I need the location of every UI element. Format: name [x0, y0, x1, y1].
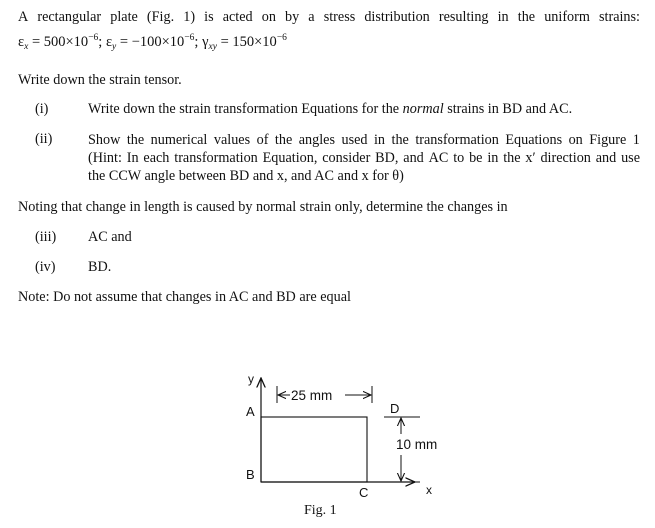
hint-word: on — [568, 132, 583, 148]
eps-y: $\varepsilon_y = -100\times 10^{-6}$; — [105, 33, 199, 52]
hint-word: each — [143, 150, 170, 166]
item-number: (i) — [35, 101, 49, 117]
item-number: (iii) — [35, 229, 57, 245]
figure-caption: Fig. 1 — [304, 503, 337, 518]
hint-word: Equations — [505, 132, 563, 148]
intro-word: (Fig. — [146, 9, 175, 25]
hint-word: transformation — [415, 132, 499, 148]
hint-word: to — [453, 150, 465, 166]
item-line: the CCW angle between BD and x, and AC and x for θ) — [88, 168, 404, 184]
intro-word: by — [285, 9, 300, 25]
gamma-xy: $\gamma_{xy} = 150\times 10^{-6}$ — [202, 33, 287, 52]
item-text: Write down the strain transformation Equations for the normal strains in BD and AC. — [88, 101, 573, 117]
hint-word: in — [373, 132, 386, 148]
intro-word: 1) — [183, 9, 196, 25]
width-dimension-label: 25 mm — [291, 388, 333, 403]
hint-word: the — [274, 132, 293, 148]
item-text: BD. — [88, 259, 112, 275]
hint-word: direction — [540, 150, 591, 166]
hint-word: angles — [298, 132, 335, 148]
intro-word: plate — [110, 9, 138, 25]
hint-word: consider — [322, 150, 371, 166]
intro-word: distribution — [364, 9, 430, 25]
hint-word: transformation — [174, 150, 258, 166]
hint-word: x′ — [525, 150, 536, 166]
item-number: (iv) — [35, 259, 56, 275]
intro-word: in — [497, 9, 509, 25]
hint-word: values — [213, 132, 251, 148]
hint-word: 1 — [632, 132, 640, 148]
height-dimension-label: 10 mm — [396, 437, 438, 452]
note-line: Note: Do not assume that changes in AC and BD are equal — [18, 289, 351, 305]
hint-word: the — [503, 150, 521, 166]
hint-word: (Hint: — [88, 150, 122, 166]
hint-word: and — [403, 150, 424, 166]
hint-word: BD, — [375, 150, 399, 166]
hint-word: used — [341, 132, 368, 148]
hint-word: in — [487, 150, 499, 166]
point-d-label: D — [390, 401, 400, 416]
hint-word: the — [126, 132, 145, 148]
hint-word: and — [595, 150, 617, 166]
hint-word: Show — [88, 132, 121, 148]
intro-word: is — [204, 9, 214, 25]
eps-x: $\varepsilon_x = 500\times 10^{-6}$; — [18, 33, 103, 52]
intro-word: resulting — [438, 9, 489, 25]
strain-tensor-instruction: Write down the strain tensor. — [18, 72, 182, 88]
point-c-label: C — [359, 485, 369, 500]
intro-word: stress — [323, 9, 356, 25]
intro-word: the — [517, 9, 536, 25]
intro-word: A — [18, 9, 29, 25]
hint-word: the — [391, 132, 409, 148]
intro-word: on — [261, 9, 276, 25]
intro-word: a — [308, 9, 315, 25]
item-number: (ii) — [35, 131, 53, 147]
hint-word: of — [256, 132, 269, 148]
hint-word: be — [469, 150, 483, 166]
hint-word: Equation, — [262, 150, 318, 166]
hint-word: use — [621, 150, 640, 166]
point-b-label: B — [246, 467, 255, 482]
intro-word: strains: — [599, 9, 640, 25]
axis-x-label: x — [426, 483, 432, 497]
noting-line: Noting that change in length is caused by normal strain only, determine the changes in — [18, 199, 508, 215]
axis-y-label: y — [248, 372, 254, 386]
plate-rectangle — [261, 417, 367, 482]
intro-word: acted — [222, 9, 253, 25]
item-text: AC and — [88, 229, 132, 245]
hint-word: AC — [428, 150, 449, 166]
hint-word: Figure — [589, 132, 627, 148]
intro-word: uniform — [544, 9, 590, 25]
hint-word: numerical — [150, 132, 208, 148]
intro-word: rectangular — [37, 9, 102, 25]
hint-word: In — [126, 150, 139, 166]
point-a-label: A — [246, 404, 255, 419]
